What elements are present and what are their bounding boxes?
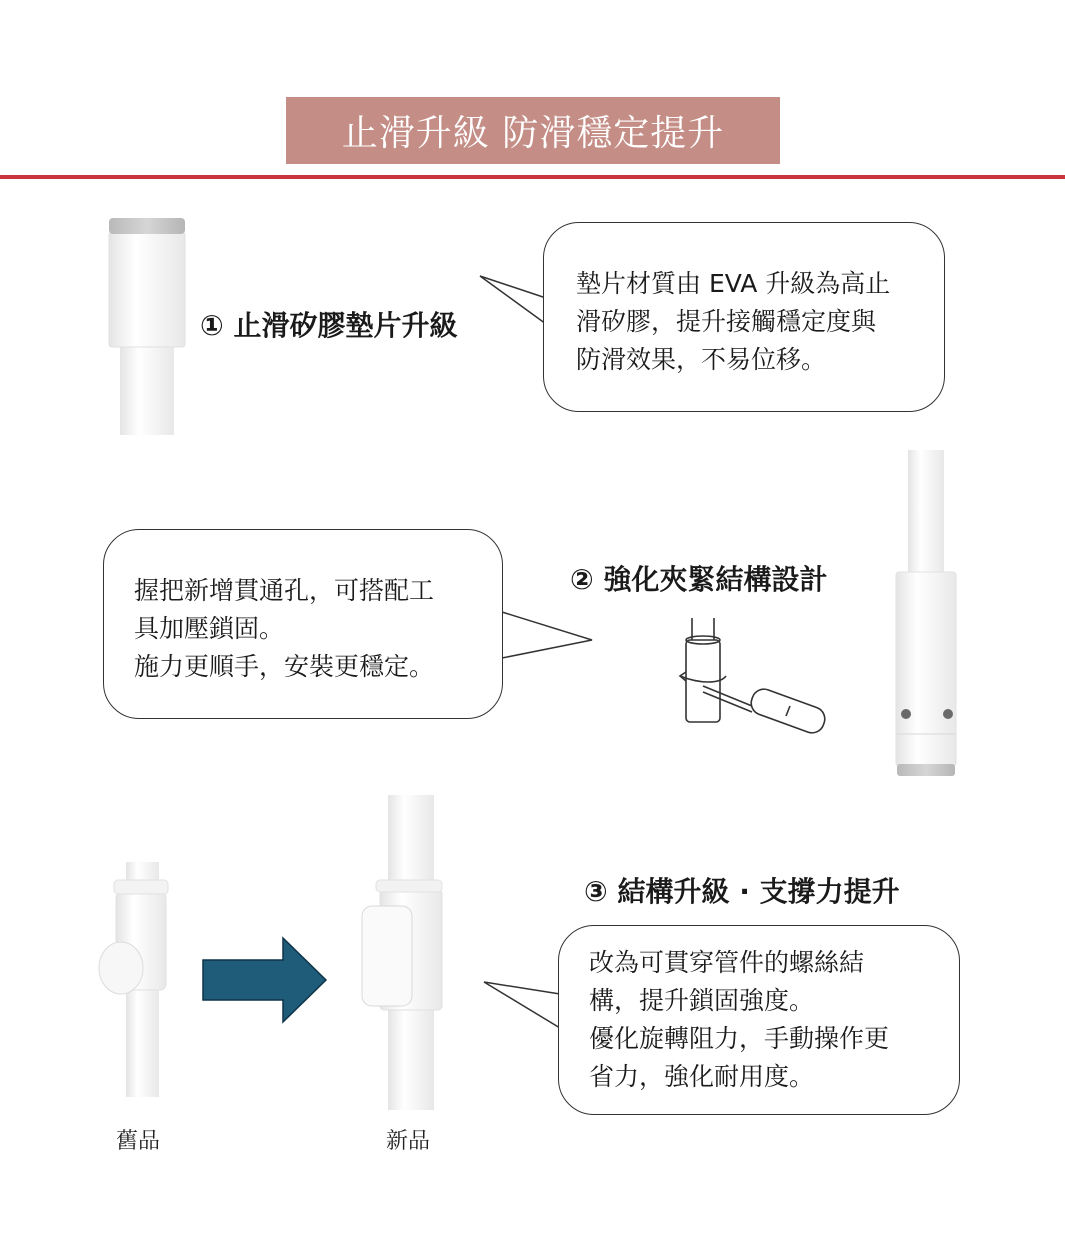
feature-3-line-1: 改為可貫穿管件的螺絲結 (589, 948, 865, 977)
old-product-caption: 舊品 (116, 1129, 161, 1154)
feature-3-line-3: 優化旋轉阻力，手動操作更 (589, 1024, 890, 1053)
bubble-tail-3 (484, 982, 562, 1028)
feature-2-line-2: 具加壓鎖固。 (134, 614, 285, 643)
feature-3-line-2: 構，提升鎖固強度。 (589, 986, 815, 1015)
new-product-caption: 新品 (386, 1129, 431, 1154)
feature-3-line-4: 省力，強化耐用度。 (589, 1062, 815, 1091)
feature-3-label: ③ 結構升級 · 支撐力提升 (584, 875, 900, 908)
feature-2-line-1: 握把新增貫通孔，可搭配工 (134, 576, 435, 605)
bubble-tail-1 (480, 276, 548, 324)
page-title: 止滑升級 防滑穩定提升 (286, 97, 780, 164)
bubble-tail-2 (500, 612, 592, 658)
feature-2-bubble (103, 529, 503, 719)
feature-2-line-3: 施力更順手，安裝更穩定。 (134, 652, 435, 681)
feature-2-label: ② 強化夾緊結構設計 (570, 563, 828, 596)
feature-1-label: ① 止滑矽膠墊片升級 (200, 309, 458, 342)
right-arrow-icon (203, 938, 326, 1022)
feature-1-bubble: 墊片材質由 EVA 升級為高止 滑矽膠，提升接觸穩定度與 防滑效果，不易位移。 (543, 222, 945, 412)
silicone-pad-leg-image (109, 218, 185, 435)
new-product-image (362, 795, 442, 1110)
feature-3-bubble (558, 925, 960, 1115)
screwdriver-diagram (680, 618, 828, 736)
clamp-tube-image (896, 450, 956, 776)
old-product-image (99, 862, 168, 1097)
